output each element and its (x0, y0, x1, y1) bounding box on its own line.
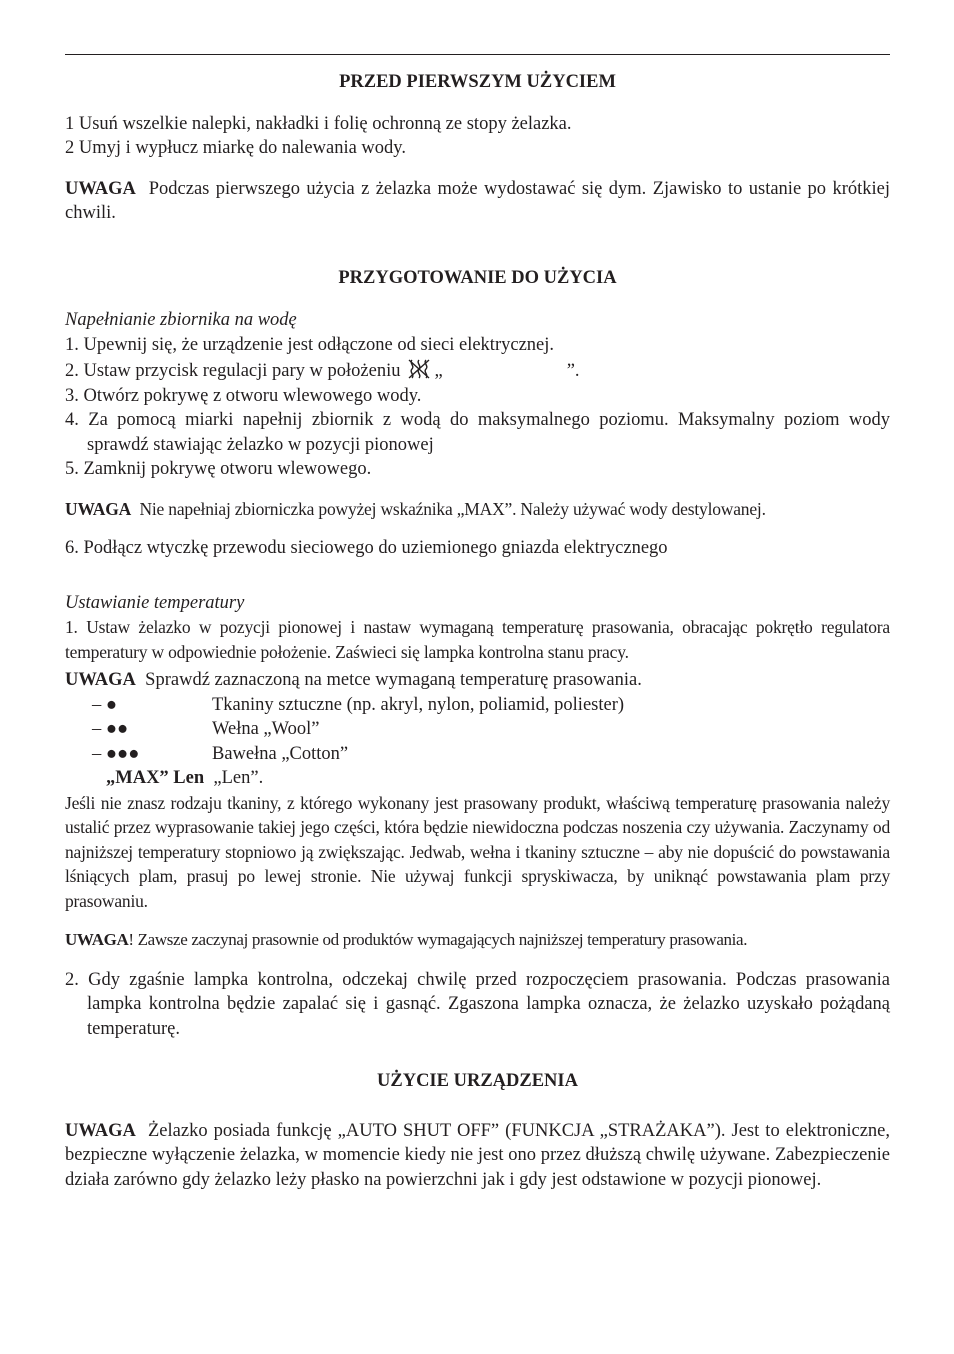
temp-row-max: „MAX” Len „Len”. (106, 768, 264, 788)
temp-step-1: 1. Ustaw żelazko w pozycji pionowej i nastaw wymaganą temperaturę prasowania, obracając pokrętło regulatora temperatury w odpowiednie położenie. Zaświeci się lampka kontrolna stanu pracy. (65, 617, 890, 662)
top-rule (65, 54, 890, 55)
note-auto-shut-off: UWAGA Żelazko posiada funkcję „AUTO SHUT OFF” (FUNKCJA „STRAŻAKA”). Jest to elektroniczne, bezpieczne wyłączenie żelazka, w momencie kiedy nie jest ono przez dłuższą chwilę używane. Zabezpieczenie działa zarówno gdy żelazko leży płasko na powierzchni jak i gdy jest odstawione w pozycji pionowej. (65, 1120, 890, 1190)
temp-row: – ● Tkaniny sztuczne (np. akryl, nylon, poliamid, poliester) (92, 694, 625, 715)
temp-row: – ●●● Bawełna „Cotton” (92, 743, 349, 764)
heading-przed: PRZED PIERWSZYM UŻYCIEM (339, 72, 616, 92)
note-label: UWAGA (65, 178, 136, 199)
note-text: Podczas pierwszego użycia z żelazka może wydostawać się dym. Zjawisko to ustanie po krótkiej chwili. (65, 178, 890, 223)
no-steam-icon (406, 357, 432, 381)
list-item: 1 Usuń wszelkie nalepki, nakładki i folię ochronną ze stopy żelazka. (65, 113, 572, 134)
note-temperatura: UWAGA Sprawdź zaznaczoną na metce wymaganą temperaturę prasowania. (65, 670, 642, 690)
list-item: 4. Za pomocą miarki napełnij zbiornik z wodą do maksymalnego poziomu. Maksymalny poziom wody sprawdź stawiając żelazko w pozycji pionowej (65, 410, 890, 455)
note-najnizsza: UWAGA! Zawsze zaczynaj prasownie od produktów wymagających najniższej temperatury prasowania. (65, 930, 748, 949)
subheading-napelnianie: Napełnianie zbiornika na wodę (65, 310, 297, 330)
list-item-steam: 2. Ustaw przycisk regulacji pary w położeniu „ ”. (65, 357, 890, 384)
note-max: UWAGA Nie napełniaj zbiorniczka powyżej wskaźnika „MAX”. Należy używać wody destylowanej. (65, 498, 766, 519)
list-item: 6. Podłącz wtyczkę przewodu sieciowego do uziemionego gniazda elektrycznego (65, 538, 668, 558)
note-przed (65, 177, 890, 226)
temp-row: – ●● Wełna „Wool” (92, 719, 320, 739)
heading-przygotowanie: PRZYGOTOWANIE DO UŻYCIA (338, 267, 617, 288)
subheading-temperatura: Ustawianie temperatury (65, 592, 245, 613)
list-item: 5. Zamknij pokrywę otworu wlewowego. (65, 459, 372, 479)
heading-uzycie: UŻYCIE URZĄDZENIA (377, 1071, 578, 1091)
list-item: 3. Otwórz pokrywę z otworu wlewowego wody. (65, 385, 422, 406)
temp-step-2: 2. Gdy zgaśnie lampka kontrolna, odczekaj chwilę przed rozpoczęciem prasowania. Podczas prasowania lampka kontrolna będzie zapalać się i gasnąć. Zgaszona lampka oznacza, że żelazko uzyskało pożądaną temperaturę. (65, 969, 890, 1039)
list-item: 1. Upewnij się, że urządzenie jest odłączone od sieci elektrycznej. (65, 334, 555, 355)
list-item: 2 Umyj i wypłucz miarkę do nalewania wody. (65, 138, 406, 158)
page-content (65, 70, 890, 1192)
paragraph-tkaniny: Jeśli nie znasz rodzaju tkaniny, z którego wykonany jest prasowany produkt, właściwą temperaturę prasowania należy ustalić przez wyprasowanie takiej jego części, która będzie niewidoczna podczas noszenia czy używania. Zaczynamy od najniższej temperatury stopniowo ją zwiększając. Jedwab, wełna i tkaniny sztuczne – aby nie dopuścić do powstawania lśniących plam, prasuj po lewej stronie. Nie używaj funkcji spryskiwacza, by uniknąć powstawania plam przy prasowaniu. (65, 792, 890, 911)
